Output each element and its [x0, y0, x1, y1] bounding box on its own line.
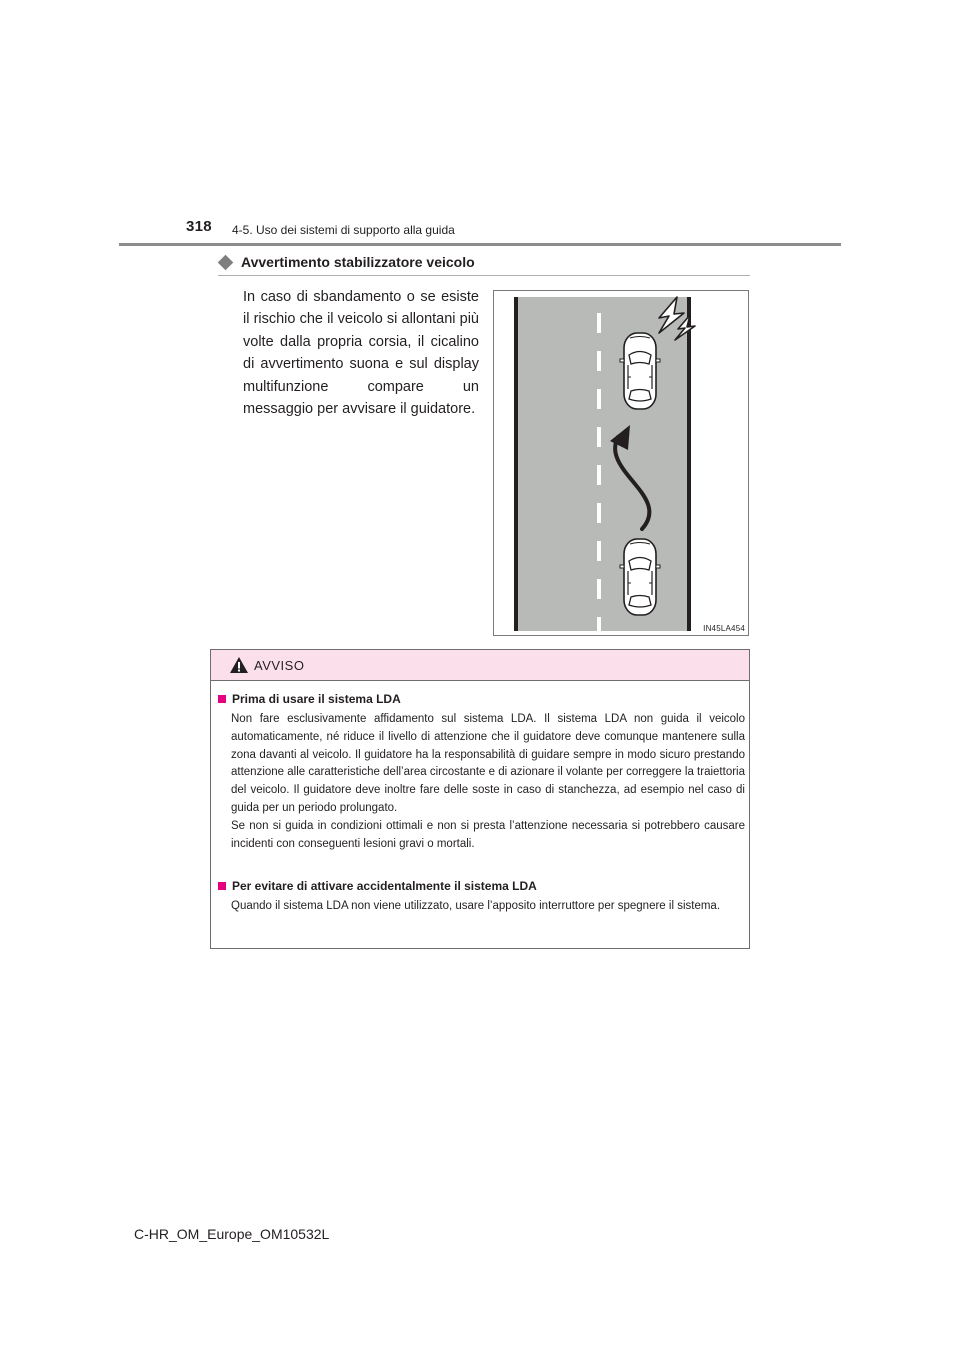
road-edge-right: [687, 297, 691, 631]
item-paragraph: Se non si guida in condizioni ottimali e non si presta l’attenzione necessaria si potrebbero causare incidenti con conseguenti lesioni gravi o mortali.: [231, 819, 745, 850]
lane-center-dashes: [597, 313, 601, 631]
warning-item-heading: [217, 879, 745, 893]
figure-code: IN45LA454: [703, 624, 745, 633]
warning-header: [211, 650, 749, 681]
section-heading: [218, 254, 475, 270]
page-number: 318: [186, 218, 212, 235]
header-divider: [119, 243, 841, 246]
item-heading-label: Prima di usare il sistema LDA: [232, 692, 401, 706]
warning-item-heading: [217, 692, 745, 706]
car-top-icon: [620, 333, 660, 409]
warning-item-text: [231, 711, 745, 853]
road-edge-left: [514, 297, 518, 631]
diamond-bullet-icon: [218, 254, 234, 270]
item-paragraph: Non fare esclusivamente affidamento sul sistema LDA. Il sistema LDA non guida il veicolo automaticamente, né riduce il livello di attenzione che il guidatore deve comunque mantenere sulla zona davanti al veicolo. Il guidatore ha la responsabilità di guidare sempre in modo sicuro prestando attenzione alle caratteristiche dell’area circostante e di azionare il volante per correggere la traiettoria del veicolo. Il guidatore deve inoltre fare delle soste in caso di stanchezza, ad esempio nel caso di guida per un periodo prolungato.: [231, 713, 745, 814]
item-paragraph: Quando il sistema LDA non viene utilizzato, usare l’apposito interruttore per spegnere il sistema.: [231, 900, 721, 912]
car-bottom-icon: [620, 539, 660, 615]
lane-departure-illustration: [494, 291, 750, 637]
warning-title: AVVISO: [254, 657, 305, 673]
intro-paragraph: In caso di sbandamento o se esiste il rischio che il veicolo si allontani più volte dalla propria corsia, il cicalino di avvertimento suona e sul display multifunzione compare un messaggio per avvisare il guidatore.: [243, 289, 479, 418]
warning-triangle-icon: [229, 656, 249, 674]
chapter-title: 4-5. Uso dei sistemi di supporto alla guida: [232, 223, 455, 237]
warning-item: [217, 879, 745, 916]
section-title: Avvertimento stabilizzatore veicolo: [241, 254, 475, 270]
lane-departure-figure: [493, 290, 749, 636]
square-bullet-icon: [218, 882, 226, 890]
warning-item-text: [231, 898, 745, 916]
item-heading-label: Per evitare di attivare accidentalmente il sistema LDA: [232, 879, 537, 893]
section-divider: [218, 275, 750, 276]
warning-box: [210, 649, 750, 949]
footer-doc-id: C-HR_OM_Europe_OM10532L: [134, 1226, 330, 1242]
road-surface: [516, 297, 689, 631]
square-bullet-icon: [218, 695, 226, 703]
warning-item: [217, 692, 745, 853]
